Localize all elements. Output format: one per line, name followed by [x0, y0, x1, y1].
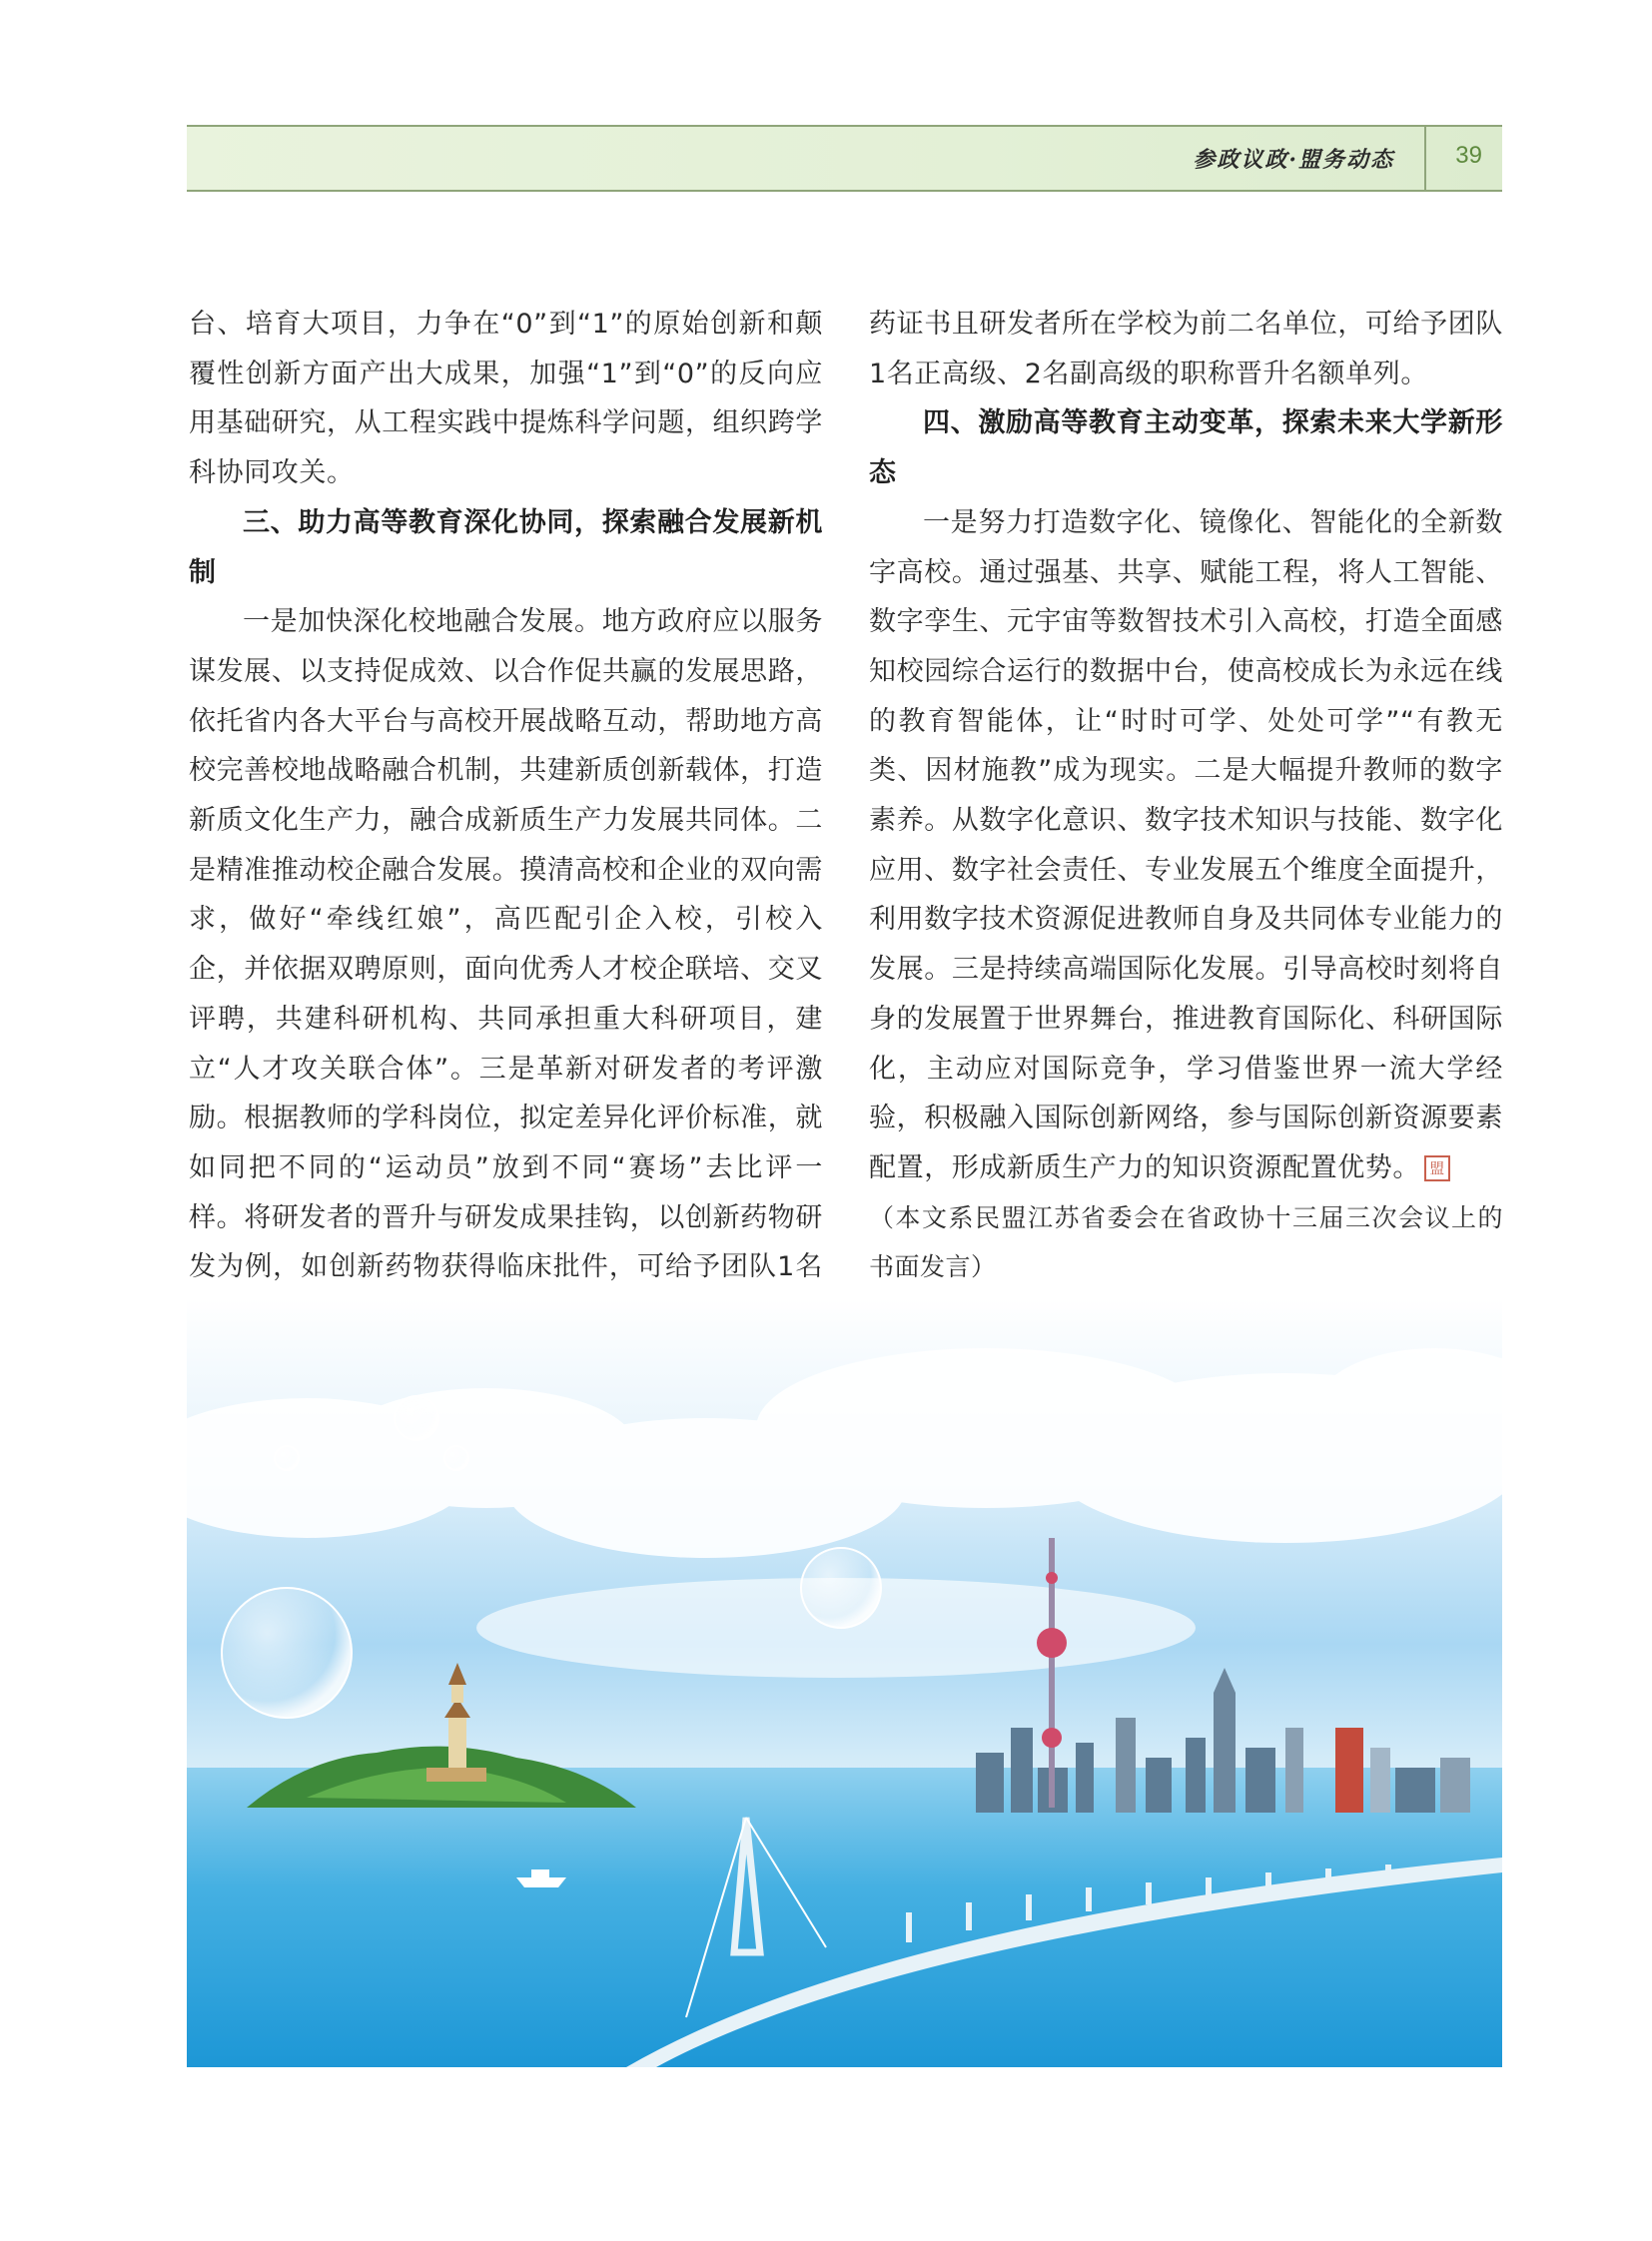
- paragraph-body: 一是加快深化校地融合发展。地方政府应以服务谋发展、以支持促成效、以合作促共赢的发展思路，依托省内各大平台与高校开展战略互动，帮助地方高校完善校地战略融合机制，共建新质创新载体，打造新质文化生产力，融合成新质生产力发展共同体。二是精准推动校企融合发展。摸清高校和企业的双向需求，做好“牵线红娘”，高匹配引企入校，引校入企，并依据双聘原则，面向优秀人才校企联培、交叉评聘，共建科研机构、共同承担重大科研项目，建立“人才攻关联合体”。三是革新对研发者的考评激励。根据教师的学科岗位，拟定差异化评价标准，就如同把不同的“运动员”放到不同“赛场”去比评一样。将研发者的晋升与研发成果挂钩，以创新药物研发为例，如创新药物获得临床批件，可给予团队1名: [189, 606, 823, 1283]
- page-header: [187, 125, 1502, 192]
- section-title: 参政议政·盟务动态: [1193, 147, 1394, 173]
- header-divider: [1424, 127, 1426, 190]
- city-bridge-illustration: [187, 1298, 1502, 2067]
- water: [187, 1768, 1502, 2067]
- right-column: [869, 300, 1503, 1291]
- section-heading-3: 三、助力高等教育深化协同，探索融合发展新机制: [189, 506, 823, 588]
- paragraph-continued: 药证书且研发者所在学校为前二名单位，可给予团队1名正高级、2名副高级的职称晋升名额单列。: [869, 309, 1503, 389]
- paragraph-body: [869, 498, 1503, 1193]
- paragraph-text: 一是努力打造数字化、镜像化、智能化的全新数字高校。通过强基、共享、赋能工程，将人工智能、数字孪生、元宇宙等数智技术引入高校，打造全面感知校园综合运行的数据中台，使高校成长为永远在线的教育智能体，让“时时可学、处处可学”“有教无类、因材施教”成为现实。二是大幅提升教师的数字素养。从数字化意识、数字技术知识与技能、数字化应用、数字社会责任、专业发展五个维度全面提升，利用数字技术资源促进教师自身及共同体专业能力的发展。三是持续高端国际化发展。引导高校时刻将自身的发展置于世界舞台，推进教育国际化、科研国际化，主动应对国际竞争，学习借鉴世界一流大学经验，积极融入国际创新网络，参与国际创新资源要素配置，形成新质生产力的知识资源配置优势。: [869, 506, 1503, 1183]
- source-note: （本文系民盟江苏省委会在省政协十三届三次会议上的书面发言）: [869, 1202, 1503, 1281]
- paragraph-continued: 台、培育大项目，力争在“0”到“1”的原始创新和颠覆性创新方面产出大成果，加强“1”到“0”的反向应用基础研究，从工程实践中提炼科学问题，组织跨学科协同攻关。: [189, 309, 823, 489]
- page-number: 39: [1455, 142, 1482, 169]
- left-column: [189, 300, 823, 1342]
- end-mark-icon: 盟: [1424, 1155, 1450, 1181]
- section-heading-4: 四、激励高等教育主动变革，探索未来大学新形态: [869, 407, 1503, 489]
